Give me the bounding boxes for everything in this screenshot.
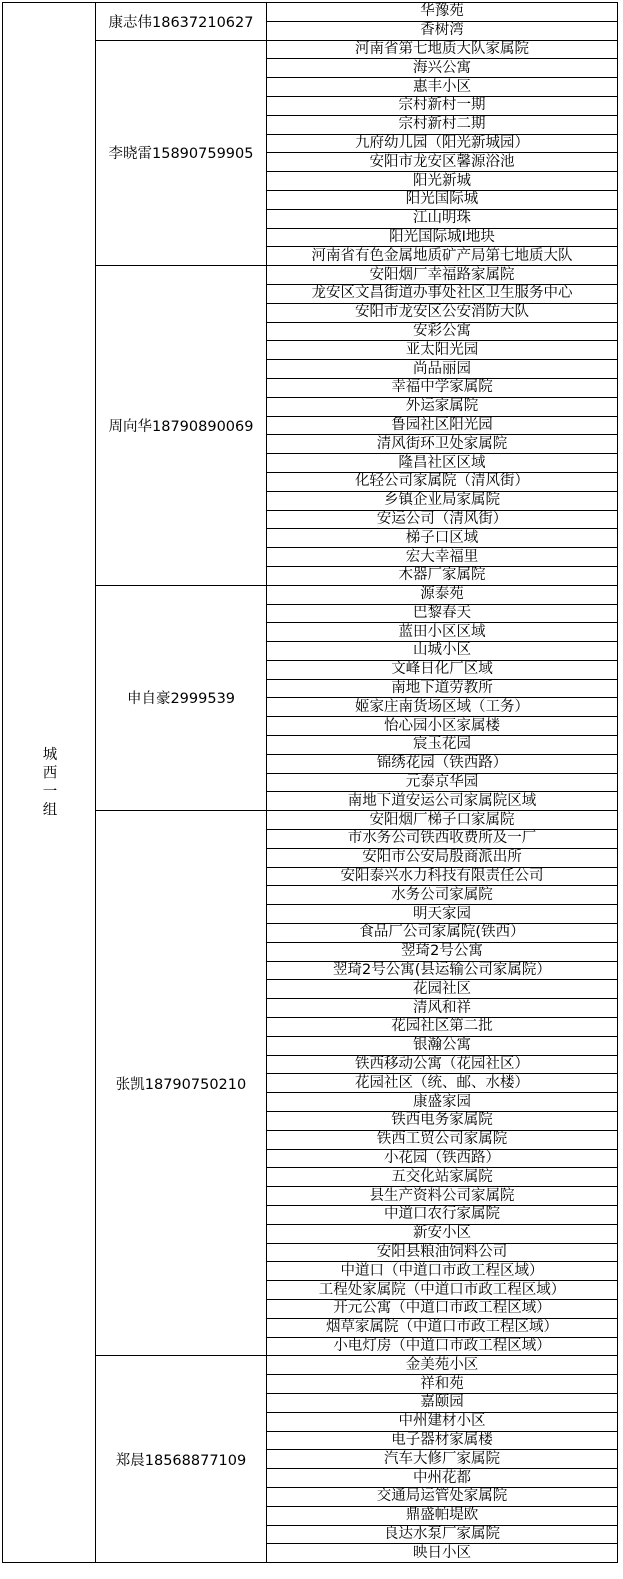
- community-cell: 良达水泵厂家属院: [267, 1525, 618, 1544]
- community-cell: 梯子口区域: [267, 529, 618, 548]
- community-cell: 中州花都: [267, 1469, 618, 1488]
- community-cell: 外运家属院: [267, 397, 618, 416]
- community-cell: 安运公司（清风街）: [267, 510, 618, 529]
- community-cell: 隆昌社区区域: [267, 454, 618, 473]
- community-cell: 安阳泰兴水力科技有限责任公司: [267, 867, 618, 886]
- group-name: 城西一组: [3, 3, 96, 1563]
- community-cell: 幸福中学家属院: [267, 378, 618, 397]
- community-cell: 明天家园: [267, 905, 618, 924]
- community-cell: 蓝田小区区域: [267, 623, 618, 642]
- community-cell: 交通局运管处家属院: [267, 1487, 618, 1506]
- community-cell: 县生产资料公司家属院: [267, 1187, 618, 1206]
- community-cell: 市水务公司铁西收费所及一厂: [267, 830, 618, 849]
- contact-cell: 申自豪2999539: [96, 585, 267, 811]
- community-cell: 新安小区: [267, 1224, 618, 1243]
- community-cell: 阳光国际城I地块: [267, 228, 618, 247]
- community-cell: 铁西电务家属院: [267, 1112, 618, 1131]
- community-cell: 开元公寓（中道口市政工程区域）: [267, 1299, 618, 1318]
- community-cell: 花园社区第二批: [267, 1018, 618, 1037]
- community-cell: 阳光新城: [267, 172, 618, 191]
- sheet: [2, 2, 618, 1563]
- community-cell: 映日小区: [267, 1544, 618, 1563]
- community-cell: 安阳县粮油饲料公司: [267, 1243, 618, 1262]
- community-cell: 香树湾: [267, 21, 618, 40]
- community-cell: 宗村新村一期: [267, 96, 618, 115]
- community-cell: 花园社区（统、邮、水楼）: [267, 1074, 618, 1093]
- community-cell: 翌琦2号公寓(县运输公司家属院）: [267, 961, 618, 980]
- community-cell: 海兴公寓: [267, 59, 618, 78]
- community-cell: 怡心园小区家属楼: [267, 717, 618, 736]
- community-cell: 食品厂公司家属院(铁西）: [267, 924, 618, 943]
- table-body: [3, 3, 618, 1563]
- community-cell: 烟草家属院（中道口市政工程区域）: [267, 1318, 618, 1337]
- community-cell: 水务公司家属院: [267, 886, 618, 905]
- community-cell: 南地下道安运公司家属院区域: [267, 792, 618, 811]
- community-cell: 五交化站家属院: [267, 1168, 618, 1187]
- community-cell: 中道口（中道口市政工程区域）: [267, 1262, 618, 1281]
- community-cell: 清风街环卫处家属院: [267, 435, 618, 454]
- contact-cell: 郑晨18568877109: [96, 1356, 267, 1563]
- community-cell: 铁西工贸公司家属院: [267, 1130, 618, 1149]
- community-cell: 康盛家园: [267, 1093, 618, 1112]
- table-row: [3, 3, 618, 22]
- community-cell: 安阳烟厂幸福路家属院: [267, 266, 618, 285]
- community-cell: 阳光国际城: [267, 190, 618, 209]
- community-cell: 宸玉花园: [267, 736, 618, 755]
- district-table: [2, 2, 618, 1563]
- community-cell: 锦绣花园（铁西路）: [267, 754, 618, 773]
- community-cell: 嘉颐园: [267, 1393, 618, 1412]
- community-cell: 小电灯房（中道口市政工程区域）: [267, 1337, 618, 1356]
- community-cell: 银瀚公寓: [267, 1036, 618, 1055]
- community-cell: 祥和苑: [267, 1375, 618, 1394]
- contact-cell: 康志伟18637210627: [96, 3, 267, 41]
- community-cell: 化轻公司家属院（清风街）: [267, 472, 618, 491]
- community-cell: 安阳市龙安区馨源浴池: [267, 153, 618, 172]
- community-cell: 金美苑小区: [267, 1356, 618, 1375]
- community-cell: 惠丰小区: [267, 78, 618, 97]
- community-cell: 工程处家属院（中道口市政工程区域）: [267, 1281, 618, 1300]
- community-cell: 清风和祥: [267, 999, 618, 1018]
- table-row: [3, 811, 618, 830]
- community-cell: 安阳市龙安区公安消防大队: [267, 303, 618, 322]
- contact-cell: 张凯18790750210: [96, 811, 267, 1356]
- community-cell: 乡镇企业局家属院: [267, 491, 618, 510]
- community-cell: 宗村新村二期: [267, 115, 618, 134]
- contact-cell: 周向华18790890069: [96, 266, 267, 586]
- community-cell: 姬家庄南货场区域（工务）: [267, 698, 618, 717]
- community-cell: 南地下道劳教所: [267, 679, 618, 698]
- community-cell: 鼎盛帕堤欧: [267, 1506, 618, 1525]
- contact-cell: 李晓雷15890759905: [96, 40, 267, 266]
- community-cell: 鲁园社区阳光园: [267, 416, 618, 435]
- community-cell: 安阳市公安局殷商派出所: [267, 848, 618, 867]
- community-cell: 山城小区: [267, 642, 618, 661]
- community-cell: 宏大幸福里: [267, 548, 618, 567]
- community-cell: 华豫苑: [267, 3, 618, 22]
- community-cell: 龙安区文昌街道办事处社区卫生服务中心: [267, 284, 618, 303]
- community-cell: 河南省有色金属地质矿产局第七地质大队: [267, 247, 618, 266]
- community-cell: 小花园（铁西路）: [267, 1149, 618, 1168]
- community-cell: 亚太阳光园: [267, 341, 618, 360]
- community-cell: 翌琦2号公寓: [267, 942, 618, 961]
- community-cell: 电子器材家属楼: [267, 1431, 618, 1450]
- community-cell: 巴黎春天: [267, 604, 618, 623]
- table-row: [3, 40, 618, 59]
- community-cell: 尚品丽园: [267, 360, 618, 379]
- table-row: [3, 1356, 618, 1375]
- community-cell: 铁西移动公寓（花园社区）: [267, 1055, 618, 1074]
- community-cell: 元泰京华园: [267, 773, 618, 792]
- community-cell: 花园社区: [267, 980, 618, 999]
- community-cell: 江山明珠: [267, 209, 618, 228]
- community-cell: 木器厂家属院: [267, 566, 618, 585]
- table-row: [3, 585, 618, 604]
- community-cell: 中道口农行家属院: [267, 1206, 618, 1225]
- community-cell: 中州建材小区: [267, 1412, 618, 1431]
- community-cell: 安阳烟厂梯子口家属院: [267, 811, 618, 830]
- community-cell: 文峰日化厂区域: [267, 660, 618, 679]
- community-cell: 汽车大修厂家属院: [267, 1450, 618, 1469]
- community-cell: 河南省第七地质大队家属院: [267, 40, 618, 59]
- community-cell: 九府幼儿园（阳光新城园）: [267, 134, 618, 153]
- community-cell: 安彩公寓: [267, 322, 618, 341]
- table-row: [3, 266, 618, 285]
- community-cell: 源泰苑: [267, 585, 618, 604]
